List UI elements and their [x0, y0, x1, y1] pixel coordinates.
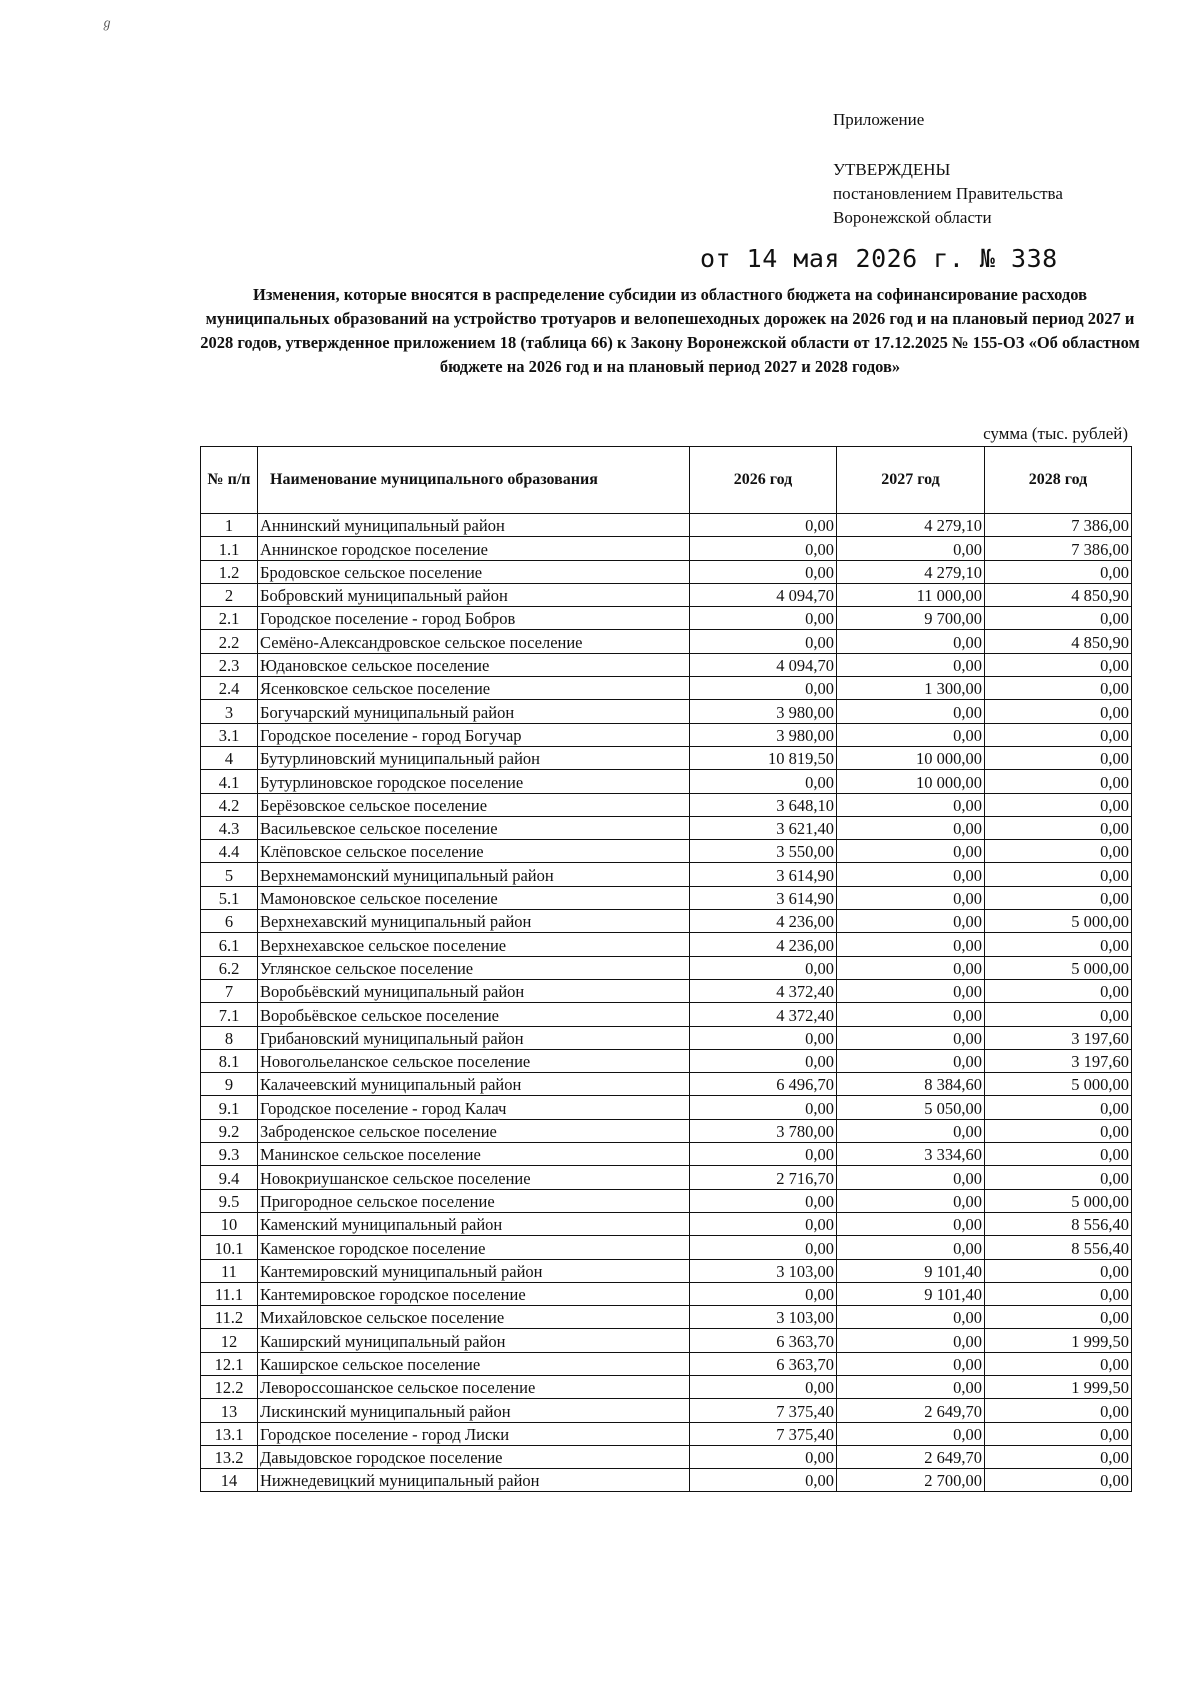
amount-2027: 0,00	[837, 1049, 985, 1072]
municipality-name: Аннинский муниципальный район	[258, 514, 690, 537]
row-number: 7.1	[201, 1003, 258, 1026]
subsidy-table	[200, 446, 1132, 1492]
header-name: Наименование муниципального образования	[258, 447, 690, 514]
amount-2028: 0,00	[985, 1352, 1132, 1375]
row-number: 12.1	[201, 1352, 258, 1375]
amount-2027: 0,00	[837, 1212, 985, 1235]
amount-2028: 7 386,00	[985, 514, 1132, 537]
table-row	[201, 746, 1132, 769]
row-number: 1.2	[201, 560, 258, 583]
row-number: 5	[201, 863, 258, 886]
row-number: 12.2	[201, 1375, 258, 1398]
table-row	[201, 979, 1132, 1002]
decree-date-number: от 14 мая 2026 г. № 338	[700, 244, 1058, 273]
amount-2027: 0,00	[837, 1329, 985, 1352]
amount-2027: 0,00	[837, 886, 985, 909]
amount-2026: 0,00	[690, 677, 837, 700]
amount-2026: 4 094,70	[690, 653, 837, 676]
row-number: 1	[201, 514, 258, 537]
table-row	[201, 1375, 1132, 1398]
amount-2028: 4 850,90	[985, 630, 1132, 653]
municipality-name: Городское поселение - город Калач	[258, 1096, 690, 1119]
municipality-name: Михайловское сельское поселение	[258, 1306, 690, 1329]
amount-2027: 0,00	[837, 816, 985, 839]
table-row	[201, 1352, 1132, 1375]
amount-2028: 3 197,60	[985, 1026, 1132, 1049]
table-row	[201, 840, 1132, 863]
row-number: 5.1	[201, 886, 258, 909]
approved-by-line: постановлением Правительства	[833, 184, 1063, 203]
table-row	[201, 770, 1132, 793]
amount-2028: 0,00	[985, 700, 1132, 723]
amount-2027: 2 649,70	[837, 1445, 985, 1468]
table-row	[201, 1329, 1132, 1352]
amount-2026: 3 780,00	[690, 1119, 837, 1142]
amount-2027: 0,00	[837, 1026, 985, 1049]
municipality-name: Клёповское сельское поселение	[258, 840, 690, 863]
amount-2027: 5 050,00	[837, 1096, 985, 1119]
table-row	[201, 1236, 1132, 1259]
row-number: 8.1	[201, 1049, 258, 1072]
row-number: 3.1	[201, 723, 258, 746]
table-row	[201, 653, 1132, 676]
amount-2027: 0,00	[837, 1236, 985, 1259]
amount-2028: 0,00	[985, 1003, 1132, 1026]
municipality-name: Бродовское сельское поселение	[258, 560, 690, 583]
amount-2026: 0,00	[690, 560, 837, 583]
amount-2026: 0,00	[690, 770, 837, 793]
row-number: 9.4	[201, 1166, 258, 1189]
amount-2027: 0,00	[837, 1189, 985, 1212]
amount-2027: 0,00	[837, 1306, 985, 1329]
amount-2026: 0,00	[690, 1282, 837, 1305]
table-row	[201, 607, 1132, 630]
amount-2027: 0,00	[837, 863, 985, 886]
row-number: 9	[201, 1073, 258, 1096]
amount-2027: 10 000,00	[837, 746, 985, 769]
amount-2027: 0,00	[837, 840, 985, 863]
table-row	[201, 560, 1132, 583]
row-number: 2.2	[201, 630, 258, 653]
amount-2028: 1 999,50	[985, 1329, 1132, 1352]
amount-2026: 3 621,40	[690, 816, 837, 839]
municipality-name: Каширский муниципальный район	[258, 1329, 690, 1352]
table-row	[201, 793, 1132, 816]
amount-2027: 0,00	[837, 723, 985, 746]
row-number: 14	[201, 1469, 258, 1492]
municipality-name: Верхнемамонский муниципальный район	[258, 863, 690, 886]
amount-2027: 4 279,10	[837, 560, 985, 583]
table-row	[201, 1166, 1132, 1189]
table-row	[201, 1422, 1132, 1445]
table-row	[201, 1189, 1132, 1212]
row-number: 9.5	[201, 1189, 258, 1212]
amount-2027: 2 649,70	[837, 1399, 985, 1422]
municipality-name: Васильевское сельское поселение	[258, 816, 690, 839]
row-number: 11	[201, 1259, 258, 1282]
amount-2027: 3 334,60	[837, 1143, 985, 1166]
row-number: 2.4	[201, 677, 258, 700]
header-num: № п/п	[201, 447, 258, 514]
row-number: 10.1	[201, 1236, 258, 1259]
amount-2028: 0,00	[985, 677, 1132, 700]
table-row	[201, 933, 1132, 956]
amount-2027: 0,00	[837, 793, 985, 816]
amount-2027: 9 101,40	[837, 1282, 985, 1305]
amount-2027: 10 000,00	[837, 770, 985, 793]
amount-2028: 0,00	[985, 1143, 1132, 1166]
amount-2028: 8 556,40	[985, 1236, 1132, 1259]
row-number: 9.1	[201, 1096, 258, 1119]
table-row	[201, 700, 1132, 723]
amount-2028: 0,00	[985, 933, 1132, 956]
amount-2027: 0,00	[837, 910, 985, 933]
row-number: 2.1	[201, 607, 258, 630]
amount-2028: 0,00	[985, 1399, 1132, 1422]
amount-2027: 8 384,60	[837, 1073, 985, 1096]
amount-2026: 0,00	[690, 1143, 837, 1166]
amount-2026: 0,00	[690, 1189, 837, 1212]
table-row	[201, 956, 1132, 979]
row-number: 7	[201, 979, 258, 1002]
table-row	[201, 677, 1132, 700]
amount-2026: 0,00	[690, 1049, 837, 1072]
amount-2027: 0,00	[837, 979, 985, 1002]
row-number: 8	[201, 1026, 258, 1049]
amount-2026: 4 372,40	[690, 979, 837, 1002]
row-number: 6.1	[201, 933, 258, 956]
table-row	[201, 514, 1132, 537]
amount-2026: 6 363,70	[690, 1352, 837, 1375]
row-number: 3	[201, 700, 258, 723]
amount-2027: 9 700,00	[837, 607, 985, 630]
amount-2028: 0,00	[985, 863, 1132, 886]
approved-label: УТВЕРЖДЕНЫ	[833, 160, 951, 179]
amount-2027: 0,00	[837, 630, 985, 653]
amount-2026: 0,00	[690, 1212, 837, 1235]
corner-mark: ℊ	[101, 16, 114, 30]
amount-2027: 0,00	[837, 700, 985, 723]
amount-2026: 0,00	[690, 1469, 837, 1492]
municipality-name: Грибановский муниципальный район	[258, 1026, 690, 1049]
municipality-name: Воробьёвское сельское поселение	[258, 1003, 690, 1026]
amount-2026: 0,00	[690, 537, 837, 560]
table-row	[201, 1306, 1132, 1329]
amount-2028: 5 000,00	[985, 910, 1132, 933]
amount-2026: 7 375,40	[690, 1422, 837, 1445]
municipality-name: Городское поселение - город Лиски	[258, 1422, 690, 1445]
municipality-name: Семёно-Александровское сельское поселение	[258, 630, 690, 653]
municipality-name: Богучарский муниципальный район	[258, 700, 690, 723]
table-row	[201, 1003, 1132, 1026]
amount-2027: 0,00	[837, 1352, 985, 1375]
amount-2026: 4 094,70	[690, 583, 837, 606]
amount-2026: 4 236,00	[690, 910, 837, 933]
table-row	[201, 910, 1132, 933]
municipality-name: Бутурлиновское городское поселение	[258, 770, 690, 793]
amount-2027: 4 279,10	[837, 514, 985, 537]
amount-2027: 2 700,00	[837, 1469, 985, 1492]
amount-2027: 0,00	[837, 1375, 985, 1398]
amount-2028: 0,00	[985, 1306, 1132, 1329]
amount-2028: 0,00	[985, 607, 1132, 630]
table-row	[201, 1049, 1132, 1072]
amount-2028: 0,00	[985, 886, 1132, 909]
amount-2026: 0,00	[690, 1096, 837, 1119]
row-number: 2	[201, 583, 258, 606]
municipality-name: Кантемировский муниципальный район	[258, 1259, 690, 1282]
amount-2027: 1 300,00	[837, 677, 985, 700]
appendix-label: Приложение	[833, 110, 925, 129]
table-row	[201, 630, 1132, 653]
row-number: 4.3	[201, 816, 258, 839]
amount-2028: 1 999,50	[985, 1375, 1132, 1398]
amount-2028: 5 000,00	[985, 1189, 1132, 1212]
municipality-name: Каширское сельское поселение	[258, 1352, 690, 1375]
table-row	[201, 816, 1132, 839]
municipality-name: Городское поселение - город Бобров	[258, 607, 690, 630]
amount-2027: 0,00	[837, 1003, 985, 1026]
row-number: 4	[201, 746, 258, 769]
municipality-name: Верхнехавский муниципальный район	[258, 910, 690, 933]
municipality-name: Манинское сельское поселение	[258, 1143, 690, 1166]
table-row	[201, 723, 1132, 746]
amount-2027: 0,00	[837, 933, 985, 956]
table-row	[201, 863, 1132, 886]
municipality-name: Кантемировское городское поселение	[258, 1282, 690, 1305]
amount-2027: 9 101,40	[837, 1259, 985, 1282]
table-row	[201, 583, 1132, 606]
amount-2028: 0,00	[985, 560, 1132, 583]
row-number: 6.2	[201, 956, 258, 979]
amount-2026: 3 980,00	[690, 700, 837, 723]
row-number: 4.4	[201, 840, 258, 863]
municipality-name: Бобровский муниципальный район	[258, 583, 690, 606]
amount-2027: 0,00	[837, 1166, 985, 1189]
amount-2026: 3 648,10	[690, 793, 837, 816]
table-row	[201, 1026, 1132, 1049]
amount-2026: 4 372,40	[690, 1003, 837, 1026]
amount-2027: 11 000,00	[837, 583, 985, 606]
row-number: 6	[201, 910, 258, 933]
municipality-name: Каменское городское поселение	[258, 1236, 690, 1259]
row-number: 4.1	[201, 770, 258, 793]
amount-2026: 3 614,90	[690, 863, 837, 886]
amount-2028: 0,00	[985, 1259, 1132, 1282]
amount-2028: 5 000,00	[985, 1073, 1132, 1096]
approved-region-line: Воронежской области	[833, 208, 992, 227]
header-2028: 2028 год	[985, 447, 1132, 514]
row-number: 10	[201, 1212, 258, 1235]
amount-2026: 10 819,50	[690, 746, 837, 769]
table-row	[201, 537, 1132, 560]
amount-2028: 0,00	[985, 793, 1132, 816]
municipality-name: Заброденское сельское поселение	[258, 1119, 690, 1142]
amount-2028: 0,00	[985, 770, 1132, 793]
municipality-name: Левороссошанское сельское поселение	[258, 1375, 690, 1398]
municipality-name: Берёзовское сельское поселение	[258, 793, 690, 816]
amount-2028: 0,00	[985, 1469, 1132, 1492]
amount-2026: 0,00	[690, 1445, 837, 1468]
amount-2028: 0,00	[985, 746, 1132, 769]
amount-2026: 3 614,90	[690, 886, 837, 909]
row-number: 1.1	[201, 537, 258, 560]
table-header-row	[201, 447, 1132, 514]
table-row	[201, 1282, 1132, 1305]
amount-2026: 3 103,00	[690, 1306, 837, 1329]
amount-2028: 0,00	[985, 816, 1132, 839]
amount-2027: 0,00	[837, 956, 985, 979]
amount-2026: 0,00	[690, 607, 837, 630]
amount-2028: 0,00	[985, 1096, 1132, 1119]
amount-2026: 0,00	[690, 514, 837, 537]
amount-2026: 0,00	[690, 1236, 837, 1259]
table-row	[201, 1119, 1132, 1142]
municipality-name: Каменский муниципальный район	[258, 1212, 690, 1235]
table-row	[201, 1212, 1132, 1235]
table-row	[201, 1469, 1132, 1492]
amount-2028: 0,00	[985, 653, 1132, 676]
amount-2026: 3 980,00	[690, 723, 837, 746]
municipality-name: Нижнедевицкий муниципальный район	[258, 1469, 690, 1492]
municipality-name: Аннинское городское поселение	[258, 537, 690, 560]
approval-block	[833, 108, 1063, 230]
amount-2026: 0,00	[690, 1026, 837, 1049]
amount-2028: 5 000,00	[985, 956, 1132, 979]
amount-2028: 7 386,00	[985, 537, 1132, 560]
municipality-name: Верхнехавское сельское поселение	[258, 933, 690, 956]
amount-2026: 4 236,00	[690, 933, 837, 956]
amount-2027: 0,00	[837, 537, 985, 560]
municipality-name: Мамоновское сельское поселение	[258, 886, 690, 909]
amount-2026: 0,00	[690, 1375, 837, 1398]
row-number: 12	[201, 1329, 258, 1352]
table-row	[201, 1259, 1132, 1282]
amount-2026: 0,00	[690, 956, 837, 979]
municipality-name: Углянское сельское поселение	[258, 956, 690, 979]
amount-2026: 0,00	[690, 630, 837, 653]
municipality-name: Новогольеланское сельское поселение	[258, 1049, 690, 1072]
amount-2028: 0,00	[985, 979, 1132, 1002]
row-number: 9.2	[201, 1119, 258, 1142]
table-row	[201, 1096, 1132, 1119]
row-number: 13.1	[201, 1422, 258, 1445]
municipality-name: Бутурлиновский муниципальный район	[258, 746, 690, 769]
amount-2028: 4 850,90	[985, 583, 1132, 606]
amount-2028: 0,00	[985, 1422, 1132, 1445]
table-body	[201, 514, 1132, 1492]
amount-2028: 0,00	[985, 840, 1132, 863]
units-label: сумма (тыс. рублей)	[983, 424, 1128, 443]
amount-2028: 0,00	[985, 1119, 1132, 1142]
municipality-name: Давыдовское городское поселение	[258, 1445, 690, 1468]
header-2026: 2026 год	[690, 447, 837, 514]
amount-2027: 0,00	[837, 653, 985, 676]
amount-2028: 0,00	[985, 1445, 1132, 1468]
municipality-name: Ясенковское сельское поселение	[258, 677, 690, 700]
amount-2026: 2 716,70	[690, 1166, 837, 1189]
amount-2027: 0,00	[837, 1422, 985, 1445]
municipality-name: Калачеевский муниципальный район	[258, 1073, 690, 1096]
amount-2026: 6 363,70	[690, 1329, 837, 1352]
municipality-name: Новокриушанское сельское поселение	[258, 1166, 690, 1189]
municipality-name: Городское поселение - город Богучар	[258, 723, 690, 746]
table-row	[201, 1073, 1132, 1096]
row-number: 11.1	[201, 1282, 258, 1305]
document-title: Изменения, которые вносятся в распределение субсидии из областного бюджета на софинансирование расходов муниципальных образований на устройство тротуаров и велопешеходных дорожек на 2026 год и на плановый период 2027 и 2028 годов, утвержденное приложением 18 (таблица 66) к Закону Воронежской области от 17.12.2025 № 155-ОЗ «Об областном бюджете на 2026 год и на плановый период 2027 и 2028 годов»	[200, 285, 1140, 376]
row-number: 2.3	[201, 653, 258, 676]
table-row	[201, 1143, 1132, 1166]
row-number: 13	[201, 1399, 258, 1422]
amount-2026: 3 103,00	[690, 1259, 837, 1282]
table-row	[201, 1399, 1132, 1422]
row-number: 4.2	[201, 793, 258, 816]
table-row	[201, 886, 1132, 909]
amount-2027: 0,00	[837, 1119, 985, 1142]
municipality-name: Лискинский муниципальный район	[258, 1399, 690, 1422]
amount-2028: 3 197,60	[985, 1049, 1132, 1072]
amount-2028: 0,00	[985, 1166, 1132, 1189]
municipality-name: Воробьёвский муниципальный район	[258, 979, 690, 1002]
amount-2028: 0,00	[985, 1282, 1132, 1305]
row-number: 13.2	[201, 1445, 258, 1468]
amount-2026: 3 550,00	[690, 840, 837, 863]
table-row	[201, 1445, 1132, 1468]
municipality-name: Пригородное сельское поселение	[258, 1189, 690, 1212]
amount-2026: 6 496,70	[690, 1073, 837, 1096]
amount-2028: 0,00	[985, 723, 1132, 746]
municipality-name: Юдановское сельское поселение	[258, 653, 690, 676]
row-number: 11.2	[201, 1306, 258, 1329]
header-2027: 2027 год	[837, 447, 985, 514]
amount-2026: 7 375,40	[690, 1399, 837, 1422]
amount-2028: 8 556,40	[985, 1212, 1132, 1235]
row-number: 9.3	[201, 1143, 258, 1166]
